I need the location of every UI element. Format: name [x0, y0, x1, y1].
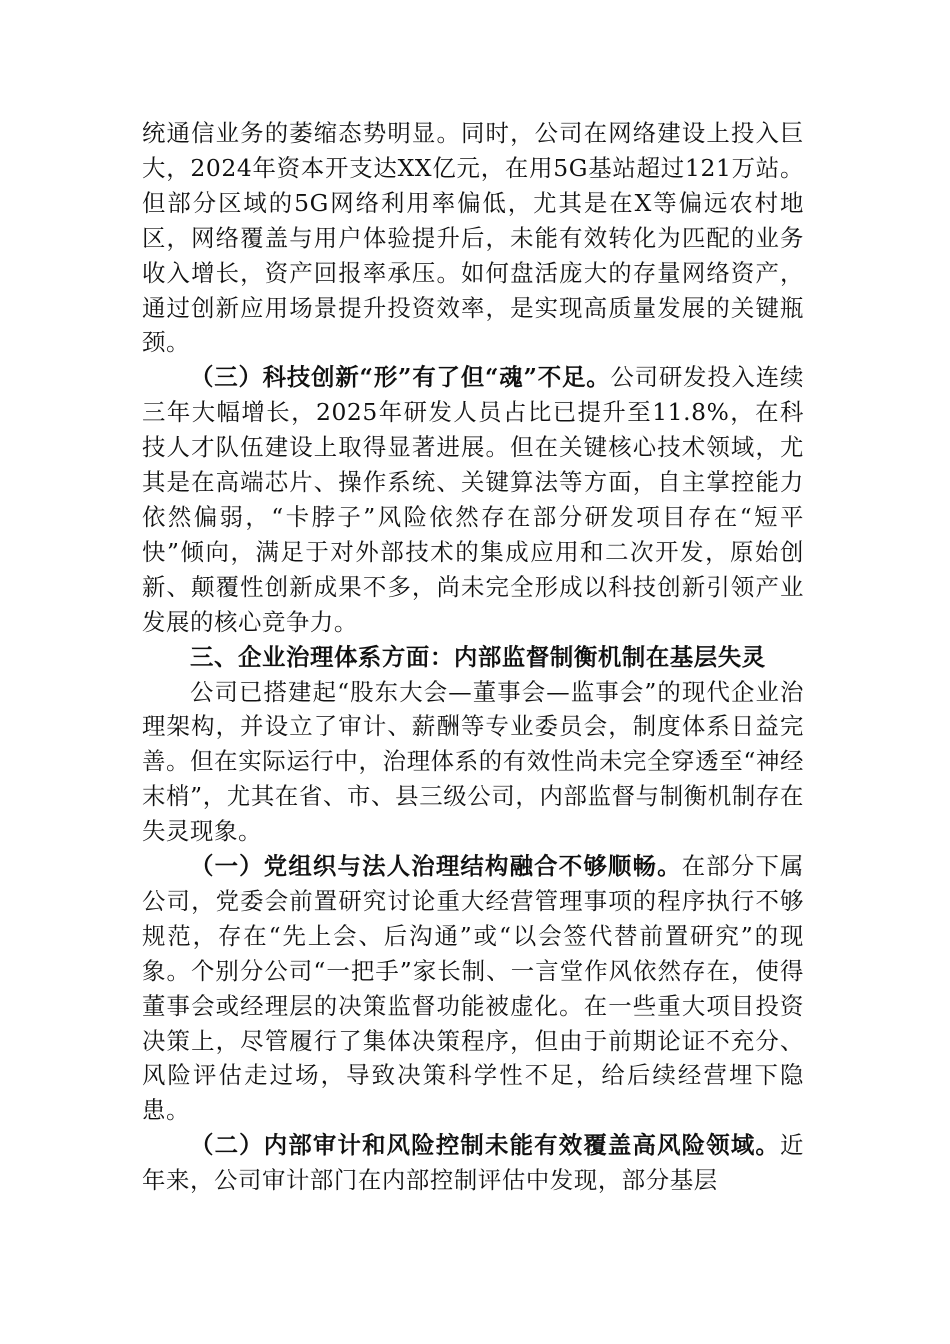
- paragraph-text: 公司已搭建起“股东大会—董事会—监事会”的现代企业治理架构，并设立了审计、薪酬等专业委员会，制度体系日益完善。但在实际运行中，治理体系的有效性尚未完全穿透至“神经末梢”，尤其在省、市、县三级公司，内部监督与制衡机制存在失灵现象。: [142, 677, 804, 846]
- paragraph-text: 公司研发投入连续三年大幅增长，2025年研发人员占比已提升至11.8%，在科技人才队伍建设上取得显著进展。但在关键核心技术领域，尤其是在高端芯片、操作系统、关键算法等方面，自主掌控能力依然偏弱，“卡脖子”风险依然存在部分研发项目存在“短平快”倾向，满足于对外部技术的集成应用和二次开发，原始创新、颠覆性创新成果不多，尚未完全形成以科技创新引领产业发展的核心竞争力。: [142, 363, 804, 636]
- paragraph-party-governance: [142, 849, 804, 1128]
- paragraph-text: 统通信业务的萎缩态势明显。同时，公司在网络建设上投入巨大，2024年资本开支达XX亿元，在用5G基站超过121万站。但部分区域的5G网络利用率偏低，尤其是在X等偏远农村地区，网络覆盖与用户体验提升后，未能有效转化为匹配的业务收入增长，资产回报率承压。如何盘活庞大的存量网络资产，通过创新应用场景提升投资效率，是实现高质量发展的关键瓶颈。: [142, 119, 804, 357]
- paragraph-governance-intro: [142, 675, 804, 850]
- subheading-party-governance: （一）党组织与法人治理结构融合不够顺畅。: [190, 852, 682, 881]
- paragraph-internal-audit: [142, 1128, 804, 1198]
- paragraph-tech-innovation: [142, 360, 804, 639]
- section-heading-governance: 三、企业治理体系方面：内部监督制衡机制在基层失灵: [190, 642, 766, 671]
- paragraph-text: 近年来，公司审计部门在内部控制评估中发现，部分基层: [142, 1131, 804, 1195]
- paragraph-network-investment: [142, 116, 804, 360]
- subheading-tech-innovation: （三）科技创新“形”有了但“魂”不足。: [190, 363, 611, 392]
- subheading-internal-audit: （二）内部审计和风险控制未能有效覆盖高风险领域。: [190, 1131, 780, 1160]
- paragraph-text: 在部分下属公司，党委会前置研究讨论重大经营管理事项的程序执行不够规范，存在“先上会、后沟通”或“以会签代替前置研究”的现象。个别分公司“一把手”家长制、一言堂作风依然存在，使得董事会或经理层的决策监督功能被虚化。在一些重大项目投资决策上，尽管履行了集体决策程序，但由于前期论证不充分、风险评估走过场，导致决策科学性不足，给后续经营埋下隐患。: [142, 852, 805, 1125]
- document-page: [142, 116, 804, 1198]
